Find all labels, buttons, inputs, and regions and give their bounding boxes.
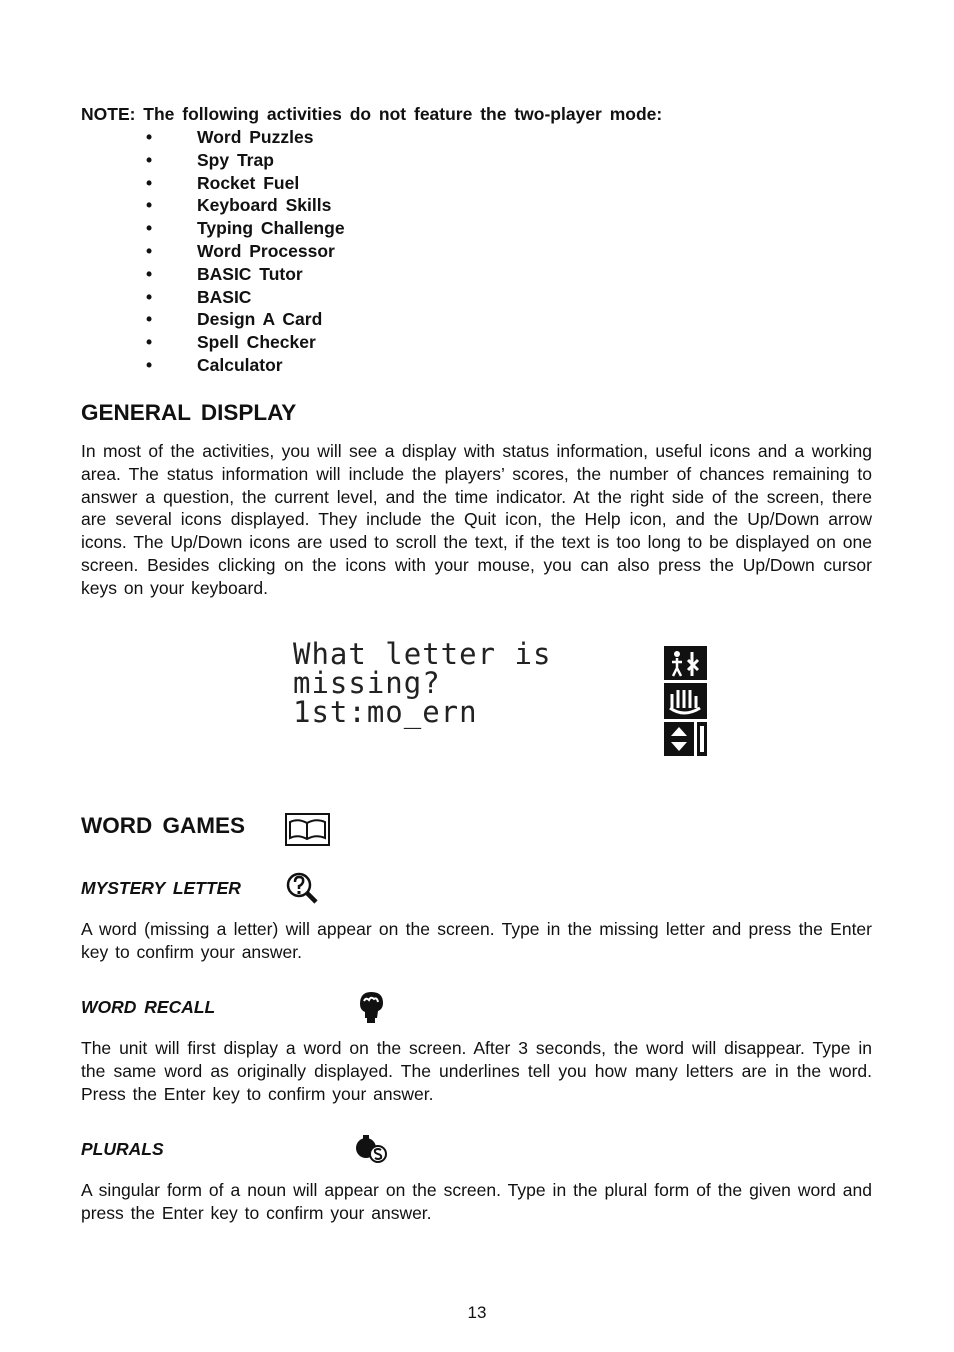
- help-icon: [664, 683, 707, 719]
- plural-s-icon: [354, 1132, 388, 1166]
- example-screen-text: [293, 637, 552, 729]
- plurals-body: A singular form of a noun will appear on the screen. Type in the plural form of the given word and press the Enter key to confirm your answer.: [81, 1180, 872, 1223]
- mystery-letter-body: A word (missing a letter) will appear on the screen. Type in the missing letter and press the Enter key to confirm your answer.: [81, 919, 872, 962]
- note-text: NOTE: The following activities do not feature the two-player mode:: [81, 104, 663, 124]
- screen-line: What letter is: [293, 637, 552, 671]
- plurals-heading: PLURALS: [81, 1139, 164, 1159]
- screen-line: missing?: [293, 666, 441, 700]
- screen-line: 1st:mo_ern: [293, 695, 478, 729]
- thinking-head-icon: [354, 990, 388, 1024]
- mystery-letter-heading: MYSTERY LETTER: [81, 878, 241, 898]
- up-down-arrow-icon: [664, 722, 707, 756]
- word-recall-body: The unit will first display a word on the screen. After 3 seconds, the word will disappear. Type in the same word as originally displayed. The underlines tell you how many letters are in the word. Press the Enter key to confirm your answer.: [81, 1038, 872, 1104]
- open-book-icon: [285, 813, 330, 846]
- word-games-heading: WORD GAMES: [81, 813, 245, 838]
- screen-side-icons: [664, 646, 707, 756]
- general-display-heading: GENERAL DISPLAY: [81, 400, 297, 425]
- quit-icon: [664, 646, 707, 680]
- general-display-body: In most of the activities, you will see a display with status information, useful icons and a working area. The status information will include the players’ scores, the number of chances remaining to answer a question, the current level, and the time indicator. At the right side of the screen, there are several icons displayed. They include the Quit icon, the Help icon, and the Up/Down arrow icons. The Up/Down icons are used to scroll the text, if the text is too long to be displayed on one screen. Besides clicking on the icons with your mouse, you can also press the Up/Down cursor keys on your keyboard.: [81, 441, 872, 598]
- question-magnifier-icon: [285, 871, 319, 905]
- word-recall-heading: WORD RECALL: [81, 997, 216, 1017]
- page-number: 13: [467, 1303, 487, 1322]
